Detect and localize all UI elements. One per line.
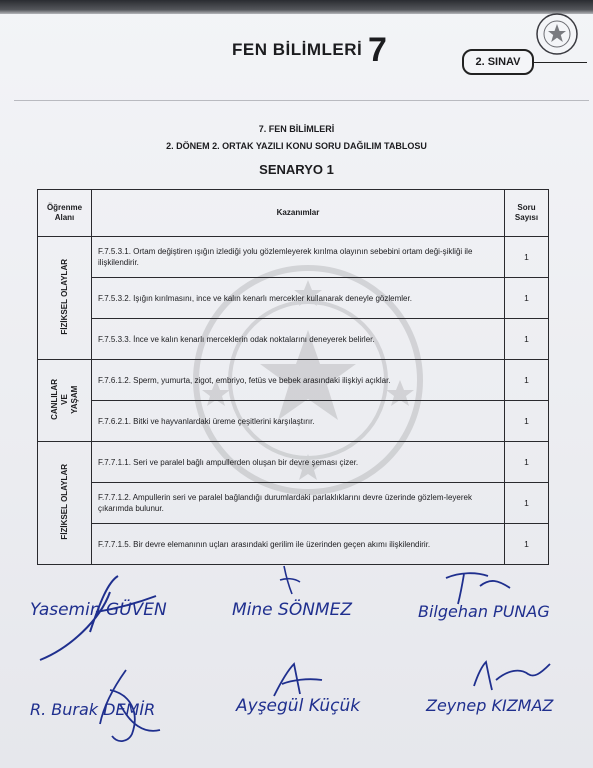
objective-cell: F.7.5.3.2. Işığın kırılmasını, ince ve kalın kenarlı mercekler kullanarak deneyle gözlemler. <box>92 278 505 319</box>
header-count: Soru Sayısı <box>505 190 549 237</box>
table-row <box>38 237 549 278</box>
signature-flourish-3 <box>440 566 520 606</box>
objective-cell: F.7.5.3.3. İnce ve kalın kenarlı merceklerin odak noktalarını deneyerek belirler. <box>92 319 505 360</box>
area-living-things: CANLILAR VE YAŞAM <box>38 360 92 442</box>
header-objectives: Kazanımlar <box>92 190 505 237</box>
signature-mine: Mine SÖNMEZ <box>232 600 352 620</box>
signature-aysegul: Ayşegül Küçük <box>236 696 361 716</box>
count-cell: 1 <box>505 401 549 442</box>
area-physical-events-2: FİZİKSEL OLAYLAR <box>38 442 92 565</box>
table-row <box>38 360 549 401</box>
count-cell: 1 <box>505 319 549 360</box>
signature-flourish-5 <box>268 660 328 700</box>
area-physical-events-1: FİZİKSEL OLAYLAR <box>38 237 92 360</box>
meb-seal-icon <box>535 12 579 56</box>
objective-cell: F.7.7.1.5. Bir devre elemanının uçları arasındaki gerilim ile üzerinden geçen akımı ilişkilendirir. <box>92 524 505 565</box>
grade-number: 7 <box>368 31 387 69</box>
count-cell: 1 <box>505 483 549 524</box>
exam-badge: 2. SINAV <box>462 49 534 75</box>
question-distribution-table <box>37 189 549 565</box>
count-cell: 1 <box>505 360 549 401</box>
signature-burak: R. Burak DEMİR <box>30 700 156 719</box>
top-dark-band <box>0 0 593 14</box>
count-cell: 1 <box>505 278 549 319</box>
signature-bilgehan: Bilgehan PUNAG <box>418 602 550 621</box>
count-cell: 1 <box>505 237 549 278</box>
header-area: Öğrenme Alanı <box>38 190 92 237</box>
objective-cell: F.7.7.1.1. Seri ve paralel bağlı ampullerden oluşan bir devre şeması çizer. <box>92 442 505 483</box>
subject-title: FEN BİLİMLERİ <box>232 40 363 59</box>
objective-cell: F.7.6.1.2. Sperm, yumurta, zigot, embriyo, fetüs ve bebek arasındaki ilişkiyi açıklar. <box>92 360 505 401</box>
signature-flourish-6 <box>468 656 558 696</box>
objective-cell: F.7.6.2.1. Bitki ve hayvanlardaki üreme çeşitlerini karşılaştırır. <box>92 401 505 442</box>
scenario-title: SENARYO 1 <box>259 162 334 177</box>
table-row <box>38 401 549 442</box>
count-cell: 1 <box>505 442 549 483</box>
objective-cell: F.7.7.1.2. Ampullerin seri ve paralel bağlandığı durumlardaki parlaklıklarını devre üzerinde gözlem-leyerek çıkarımda bulunur. <box>92 483 505 524</box>
signature-flourish-2 <box>270 560 310 600</box>
doc-heading-line2: 2. DÖNEM 2. ORTAK YAZILI KONU SORU DAĞILIM TABLOSU <box>166 141 427 151</box>
doc-heading-line1: 7. FEN BİLİMLERİ <box>258 124 335 134</box>
table-row <box>38 278 549 319</box>
table-header-row <box>38 190 549 237</box>
signature-yasemin: Yasemin GÜVEN <box>30 600 167 620</box>
count-cell: 1 <box>505 524 549 565</box>
header-divider <box>14 100 589 101</box>
table-row <box>38 524 549 565</box>
objective-cell: F.7.5.3.1. Ortam değiştiren ışığın izlediği yolu gözlemleyerek kırılma olayının sebebini ortam deği-şikliği ile ilişkilendirir. <box>92 237 505 278</box>
table-row <box>38 442 549 483</box>
signature-zeynep: Zeynep KIZMAZ <box>426 696 554 715</box>
table-row <box>38 483 549 524</box>
table-row <box>38 319 549 360</box>
